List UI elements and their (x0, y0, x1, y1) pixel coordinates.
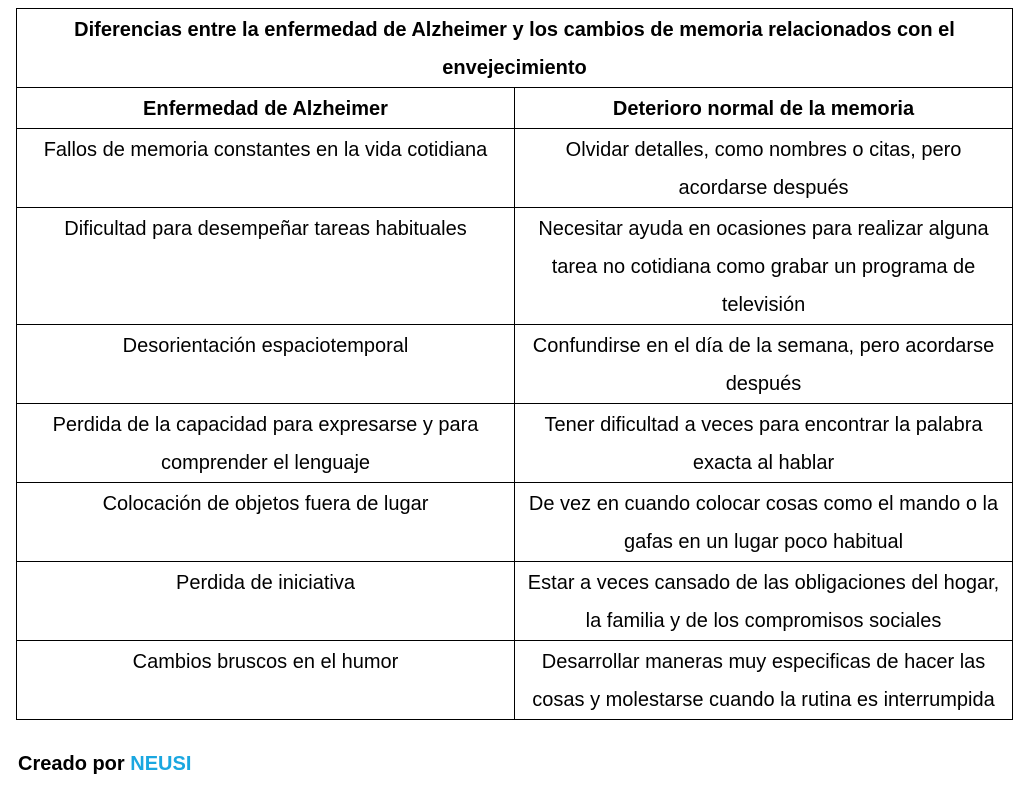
column-header-normal-memory: Deterioro normal de la memoria (515, 88, 1013, 129)
table-cell-normal: Tener dificultad a veces para encontrar la palabra exacta al hablar (515, 404, 1013, 483)
table-title: Diferencias entre la enfermedad de Alzheimer y los cambios de memoria relacionados con el envejecimiento (17, 9, 1013, 88)
table-row (17, 208, 1013, 325)
table-title-row (17, 9, 1013, 88)
table-cell-normal: Olvidar detalles, como nombres o citas, pero acordarse después (515, 129, 1013, 208)
table-cell-normal: De vez en cuando colocar cosas como el mando o la gafas en un lugar poco habitual (515, 483, 1013, 562)
table-cell-alzheimer: Dificultad para desempeñar tareas habituales (17, 208, 515, 325)
table-cell-alzheimer: Fallos de memoria constantes en la vida cotidiana (17, 129, 515, 208)
table-row (17, 641, 1013, 720)
table-row (17, 562, 1013, 641)
table-row (17, 129, 1013, 208)
table-row (17, 325, 1013, 404)
table-header-row (17, 88, 1013, 129)
credit-prefix: Creado por (18, 753, 131, 775)
table-cell-normal: Estar a veces cansado de las obligaciones del hogar, la familia y de los compromisos sociales (515, 562, 1013, 641)
credit-footer (18, 751, 191, 777)
table-row (17, 483, 1013, 562)
table-cell-alzheimer: Perdida de iniciativa (17, 562, 515, 641)
table-row (17, 404, 1013, 483)
table-cell-alzheimer: Perdida de la capacidad para expresarse y para comprender el lenguaje (17, 404, 515, 483)
table-cell-alzheimer: Desorientación espaciotemporal (17, 325, 515, 404)
column-header-alzheimer: Enfermedad de Alzheimer (17, 88, 515, 129)
comparison-table (16, 8, 1013, 720)
table-cell-normal: Desarrollar maneras muy especificas de hacer las cosas y molestarse cuando la rutina es interrumpida (515, 641, 1013, 720)
table-cell-alzheimer: Cambios bruscos en el humor (17, 641, 515, 720)
table-cell-normal: Necesitar ayuda en ocasiones para realizar alguna tarea no cotidiana como grabar un programa de televisión (515, 208, 1013, 325)
table-cell-normal: Confundirse en el día de la semana, pero acordarse después (515, 325, 1013, 404)
brand-name: NEUSI (130, 753, 192, 775)
table-cell-alzheimer: Colocación de objetos fuera de lugar (17, 483, 515, 562)
